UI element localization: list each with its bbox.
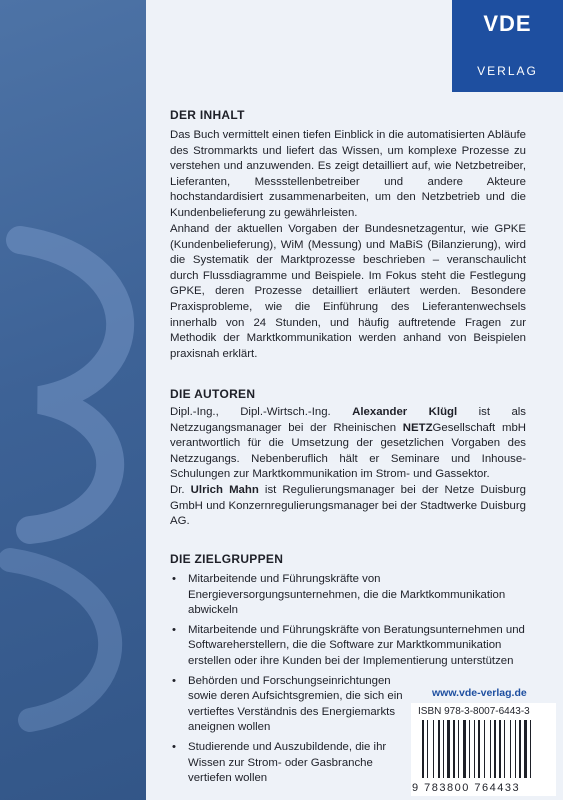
- autor-1-title: Dipl.-Ing., Dipl.-Wirtsch.-Ing.: [170, 406, 353, 418]
- autor-2-title: Dr.: [170, 484, 191, 496]
- autor-1-role: ist als Netzzugangsmanager bei der Rheinischen: [170, 406, 527, 434]
- barcode-bar: [515, 720, 516, 778]
- barcode-bar: [499, 720, 501, 778]
- autor-2-name: Ulrich Mahn: [190, 484, 259, 496]
- barcode-bar: [443, 720, 444, 778]
- barcode-bar: [494, 720, 496, 778]
- list-item-text: Mitarbeitende und Führungskräfte von Beratungsunternehmen und Softwareherstellern, die die Software zur Marktkommunikation erstellen oder ihre Kunden bei der Implementierung unterstützen: [188, 623, 525, 667]
- barcode-bar: [474, 720, 475, 778]
- autor-paragraph-1: [170, 405, 526, 483]
- barcode-bar: [422, 720, 424, 778]
- list-item: [170, 623, 530, 670]
- list-item-text: Studierende und Auszubildende, die ihr Wissen zur Strom- oder Gasbranche vertiefen wollen: [188, 740, 387, 785]
- barcode-bar: [490, 720, 491, 778]
- barcode-bar: [433, 720, 434, 778]
- list-item: [170, 674, 412, 736]
- logo-brand: VDE: [483, 11, 532, 36]
- inhalt-paragraph-1: Das Buch vermittelt einen tiefen Einblick in die automatisierten Abläufe des Strommarkts und liefert das Wissen, um komplexe Prozesse zu verstehen und anzuwenden. Es zeigt detailliert auf, wie Netzbetreiber, Lieferanten, Messstellenbetreiber und andere Akteure hochstandardisiert zusammenarbeiten, um den Netzbetrieb und die Kundenbelieferung zu gewährleisten.: [170, 129, 526, 219]
- bullet-icon: •: [172, 623, 176, 636]
- barcode-bar: [463, 720, 466, 778]
- barcode-bar: [469, 720, 470, 778]
- barcode-bar: [447, 720, 450, 778]
- autor-1-company: NETZ: [402, 421, 433, 434]
- list-item: [170, 740, 412, 787]
- inhalt-paragraph-2: Anhand der aktuellen Vorgaben der Bundesnetzagentur, wie GPKE (Kundenbelieferung), WiM (Messung) und MaBiS (Bilanzierung), wird die Systematik der Marktprozesse beschrieben – veranschaulicht durch Flussdiagramme und Beispiele. Im Fokus steht die Festlegung GPKE, deren Prozesse detailliert erläutert werden. Besondere Praxisprobleme, wie die Einführung des Lieferantenwechsels innerhalb von 24 Stunden, und häufig auftretende Fragen zur Methodik der Marktkommunikation werden anhand von Beispielen praxisnah erklärt.: [170, 223, 526, 360]
- logo-sub: VERLAG: [477, 64, 538, 78]
- vde-logo: [452, 0, 563, 92]
- barcode-bar: [530, 720, 531, 778]
- barcode-bar: [484, 720, 485, 778]
- autor-2-details: ist Regulierungsmanager bei der Netze Duisburg GmbH und Konzernregulierungsmanager bei der Stadtwerke Duisburg AG.: [170, 484, 526, 528]
- bullet-icon: •: [172, 674, 176, 687]
- barcode-bar: [438, 720, 440, 778]
- autor-1-name: Alexander Klügl: [352, 406, 458, 418]
- list-item: [170, 572, 530, 619]
- barcode-bar: [427, 720, 428, 778]
- isbn-label: ISBN 978-3-8007-6443-3: [418, 706, 530, 717]
- barcode-bar: [504, 720, 505, 778]
- heading-autoren: DIE AUTOREN: [170, 387, 256, 401]
- publisher-url[interactable]: www.vde-verlag.de: [432, 687, 527, 699]
- barcode-digits: 9 783800 764433: [412, 782, 521, 794]
- barcode-bar: [510, 720, 511, 778]
- bullet-icon: •: [172, 740, 176, 753]
- barcode-bar: [524, 720, 527, 778]
- list-item-text: Behörden und Forschungseinrichtungen sowie deren Aufsichtsgremien, die sich ein vertieftes Verständnis des Energiemarkts aneignen wollen: [188, 674, 403, 734]
- autor-paragraph-2: [170, 483, 526, 530]
- barcode-icon: [420, 720, 550, 780]
- barcode-bar: [453, 720, 455, 778]
- barcode-bar: [519, 720, 521, 778]
- barcode-bar: [478, 720, 480, 778]
- heading-inhalt: DER INHALT: [170, 108, 245, 122]
- autor-1-details: Gesellschaft mbH verantwortlich für die Umsetzung der gesetzlichen Vorgaben des Netzzugangs. Nebenberuflich hält er Seminare und Inhouse-Schulungen zur Marktkommunikation im Strom- und Gassektor.: [170, 421, 527, 481]
- heading-zielgruppen: DIE ZIELGRUPPEN: [170, 552, 284, 566]
- list-item-text: Mitarbeitende und Führungskräfte von Energieversorgungsunternehmen, die die Marktkommunikation abwickeln: [188, 573, 506, 617]
- bullet-icon: •: [172, 573, 176, 585]
- barcode-bar: [458, 720, 459, 778]
